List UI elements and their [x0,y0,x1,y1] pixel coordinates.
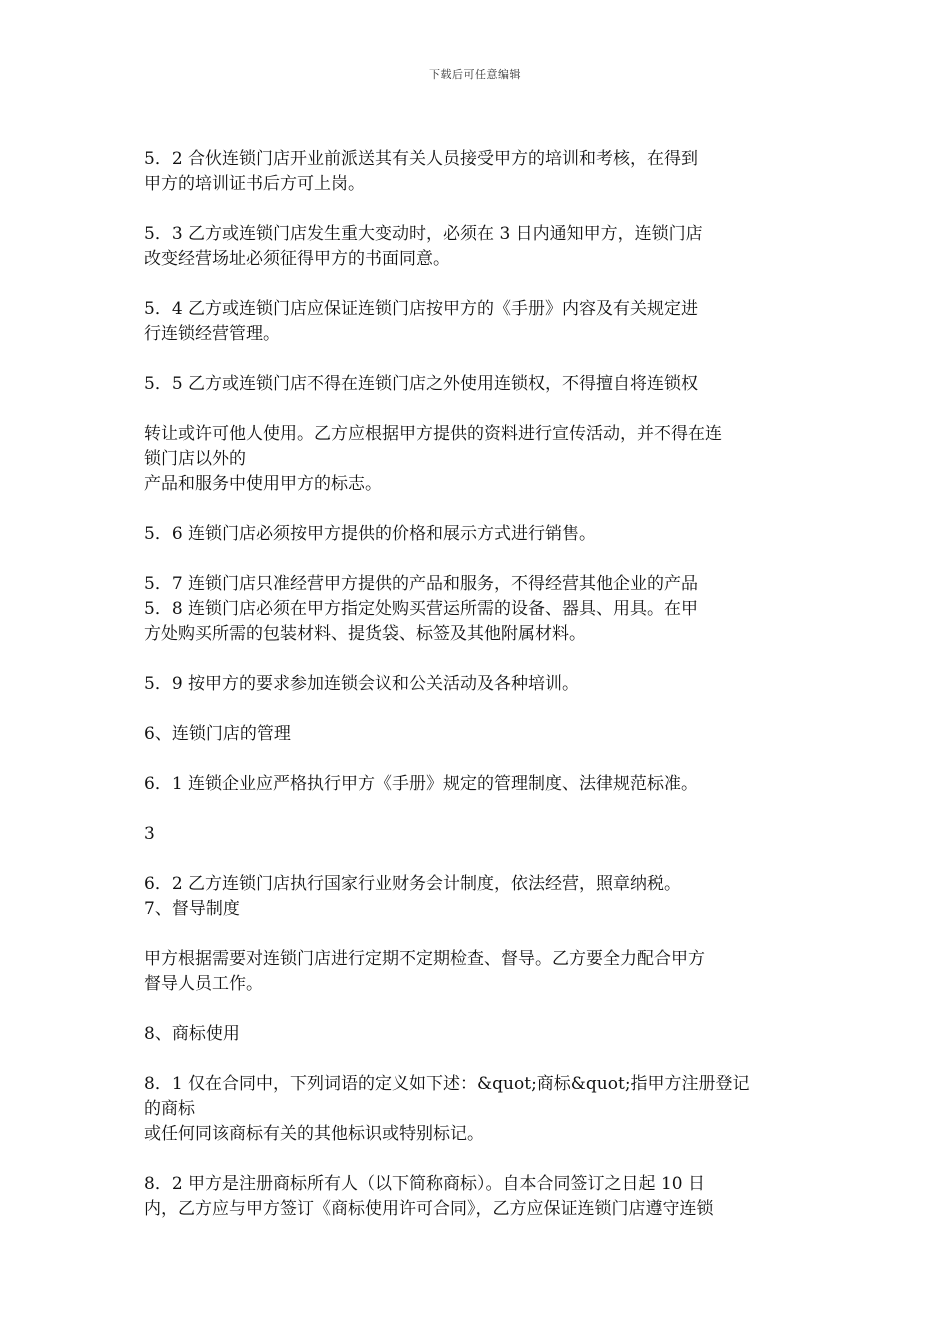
text-line: 改变经营场址必须征得甲方的书面同意。 [144,249,450,269]
text-line: 甲方根据需要对连锁门店进行定期不定期检查、督导。乙方要全力配合甲方 [144,949,705,969]
paragraph-7 [144,947,816,997]
text-line: 产品和服务中使用甲方的标志。 [144,474,382,494]
section-heading-6 [144,722,816,747]
text-line: 的商标 [144,1099,195,1119]
text-line: 或任何同该商标有关的其他标识或特别标记。 [144,1124,484,1144]
section-heading-8 [144,1022,816,1047]
text-line: 甲方的培训证书后方可上岗。 [144,174,365,194]
text-line: 转让或许可他人使用。乙方应根据甲方提供的资料进行宣传活动，并不得在连 [144,424,722,444]
paragraph-5-9 [144,672,816,697]
text-line: 5．7 连锁门店只准经营甲方提供的产品和服务，不得经营其他企业的产品 [144,574,699,594]
text-line: 5．6 连锁门店必须按甲方提供的价格和展示方式进行销售。 [144,524,597,544]
text-line: 5．9 按甲方的要求参加连锁会议和公关活动及各种培训。 [144,674,580,694]
text-line: 6．2 乙方连锁门店执行国家行业财务会计制度，依法经营，照章纳税。 [144,874,682,894]
paragraph-8-1 [144,1072,816,1147]
text-line: 5．3 乙方或连锁门店发生重大变动时，必须在 3 日内通知甲方，连锁门店 [144,224,703,244]
text-line: 内，乙方应与甲方签订《商标使用许可合同》，乙方应保证连锁门店遵守连锁 [144,1199,714,1219]
text-line: 5．5 乙方或连锁门店不得在连锁门店之外使用连锁权，不得擅自将连锁权 [144,374,699,394]
text-line: 8．1 仅在合同中，下列词语的定义如下述：&quot;商标&quot;指甲方注册登记 [144,1074,750,1094]
text-line: 5．4 乙方或连锁门店应保证连锁门店按甲方的《手册》内容及有关规定进 [144,299,699,319]
text-line: 3 [144,824,155,844]
text-line: 行连锁经营管理。 [144,324,280,344]
paragraph-6-1 [144,772,816,797]
paragraph-8-2 [144,1172,816,1222]
paragraph-6-2 [144,872,816,922]
paragraph-5-3 [144,222,816,272]
text-line: 锁门店以外的 [144,449,246,469]
text-line: 6．1 连锁企业应严格执行甲方《手册》规定的管理制度、法律规范标准。 [144,774,699,794]
text-line: 5．8 连锁门店必须在甲方指定处购买营运所需的设备、器具、用具。在甲 [144,599,699,619]
text-line: 8、商标使用 [144,1024,240,1044]
page-number [144,822,816,847]
page-header-watermark: 下载后可任意编辑 [429,68,521,81]
text-line: 方处购买所需的包装材料、提货袋、标签及其他附属材料。 [144,624,586,644]
document-body [144,147,816,1222]
text-line: 8．2 甲方是注册商标所有人（以下简称商标）。自本合同签订之日起 10 日 [144,1174,705,1194]
paragraph-5-5 [144,372,816,397]
text-line: 7、督导制度 [144,899,240,919]
paragraph-5-6 [144,522,816,547]
text-line: 督导人员工作。 [144,974,263,994]
paragraph-5-2 [144,147,816,197]
paragraph-5-7-5-8 [144,572,816,647]
paragraph-5-5-continued [144,422,816,497]
text-line: 5．2 合伙连锁门店开业前派送其有关人员接受甲方的培训和考核，在得到 [144,149,699,169]
text-line: 6、连锁门店的管理 [144,724,291,744]
paragraph-5-4 [144,297,816,347]
